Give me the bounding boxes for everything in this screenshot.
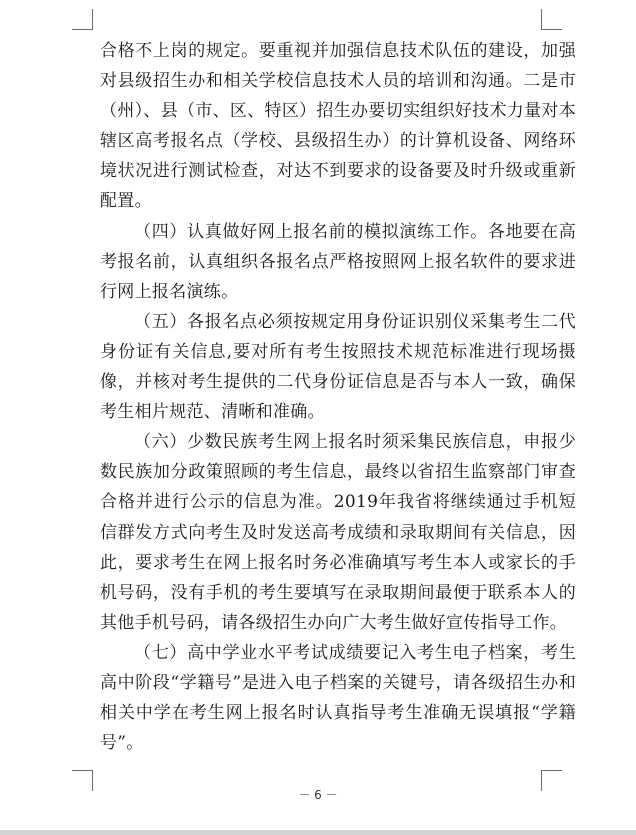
paragraph-item-5: （五）各报名点必须按规定用身份证识别仪采集考生二代身份证有关信息,要对所有考生按照技术规范标准进行现场摄像，并核对考生提供的二代身份证信息是否与本人一致，确保考生相片规范、清晰和准确。 [100,311,576,423]
document-body [100,36,576,758]
crop-mark-top-right [541,9,562,30]
crop-mark-top-left [72,9,93,30]
page-number: － 6 － [298,788,338,802]
paragraph-item-6: （六）少数民族考生网上报名时须采集民族信息，申报少数民族加分政策照顾的考生信息，最终以省招生监察部门审查合格并进行公示的信息为准。2019年我省将继续通过手机短信群发方式向考生及时发送高考成绩和录取期间有关信息，因此，要求考生在网上报名时务必准确填写考生本人或家长的手机号码，没有手机的考生要填写在录取期间最便于联系本人的其他手机号码，请各级招生办向广大考生做好宣传指导工作。 [100,432,576,633]
page-bottom-divider [0,830,636,835]
paragraph-continuation: 合格不上岗的规定。要重视并加强信息技术队伍的建设，加强对县级招生办和相关学校信息技术人员的培训和沟通。二是市（州）、县（市、区、特区）招生办要切实组织好技术力量对本辖区高考报名点（学校、县级招生办）的计算机设备、网络环境状况进行测试检查，对达不到要求的设备要及时升级或重新配置。 [100,41,576,212]
paragraph-item-7: （七）高中学业水平考试成绩要记入考生电子档案，考生高中阶段“学籍号”是进入电子档案的关键号，请各级招生办和相关中学在考生网上报名时认真指导考生准确无误填报“学籍号”。 [100,642,576,754]
paragraph-item-4: （四）认真做好网上报名前的模拟演练工作。各地要在高考报名前，认真组织各报名点严格按照网上报名软件的要求进行网上报名演练。 [100,221,576,302]
